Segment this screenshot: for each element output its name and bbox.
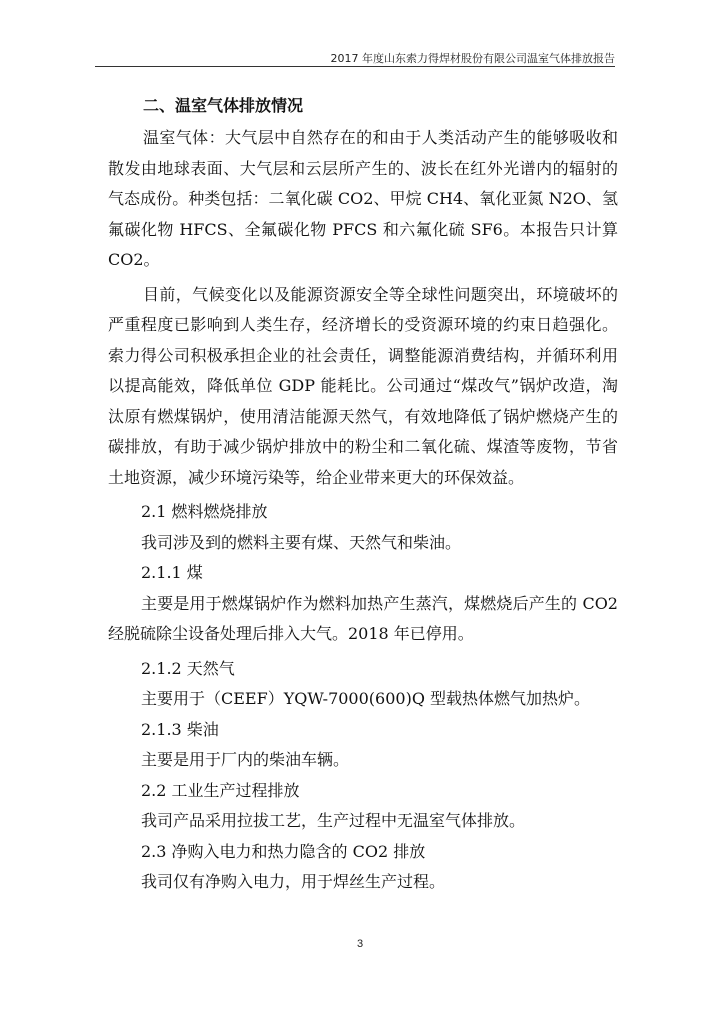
subsection-2-3-text: 我司仅有净购入电力，用于焊丝生产过程。 [141,872,446,891]
subsection-2-1-1-title: 2.1.1 煤 [141,563,203,582]
subsection-2-1-text: 我司涉及到的燃料主要有煤、天然气和柴油。 [141,532,462,552]
subsection-2-1-3-text: 主要是用于厂内的柴油车辆。 [141,750,350,769]
subsection-2-1-1-text: 主要是用于燃煤锅炉作为燃料加热产生蒸汽，煤燃烧后产生的 CO2 经脱硫除尘设备处理后排入大气。2018 年已停用。 [108,593,618,643]
page-number: 3 [356,938,364,950]
subsection-2-1-3-title: 2.1.3 柴油 [141,719,219,739]
subsection-2-1-title: 2.1 燃料燃烧排放 [141,502,268,521]
subsection-2-1-2-title: 2.1.2 天然气 [141,658,235,678]
page-content [108,88,618,898]
subsection-2-2-title: 2.2 工业生产过程排放 [141,780,300,800]
subsection-2-2-text: 我司产品采用拉拔工艺，生产过程中无温室气体排放。 [141,811,526,830]
header-divider [95,66,615,67]
subsection-2-1-2-text: 主要用于（CEEF）YQW-7000(600)Q 型载热体燃气加热炉。 [141,689,591,708]
section-heading: 二、温室气体排放情况 [143,96,304,115]
running-header: 2017 年度山东索力得焊材股份有限公司温室气体排放报告 [330,52,615,65]
subsection-2-3-title: 2.3 净购入电力和热力隐含的 CO2 排放 [141,841,426,861]
paragraph-ghg-definition: 温室气体：大气层中自然存在的和由于人类活动产生的能够吸收和散发由地球表面、大气层和云层所产生的、波长在红外光谱内的辐射的气态成份。种类包括：二氧化碳 CO2、甲烷 CH4、氧化亚氮 N2O、氢氟碳化物 HFCS、全氟碳化物 PFCS 和六氟化硫 SF6。本报告只计算 CO2。 [108,128,618,269]
paragraph-context: 目前，气候变化以及能源资源安全等全球性问题突出，环境破坏的严重程度已影响到人类生存，经济增长的受资源环境的约束日趋强化。索力得公司积极承担企业的社会责任，调整能源消费结构，并循环利用以提高能效，降低单位 GDP 能耗比。公司通过“煤改气”锅炉改造，淘汰原有燃煤锅炉，使用清洁能源天然气，有效地降低了锅炉燃烧产生的碳排放，有助于减少锅炉排放中的粉尘和二氧化硫、煤渣等废物，节省土地资源，减少环境污染等，给企业带来更大的环保效益。 [108,284,618,487]
